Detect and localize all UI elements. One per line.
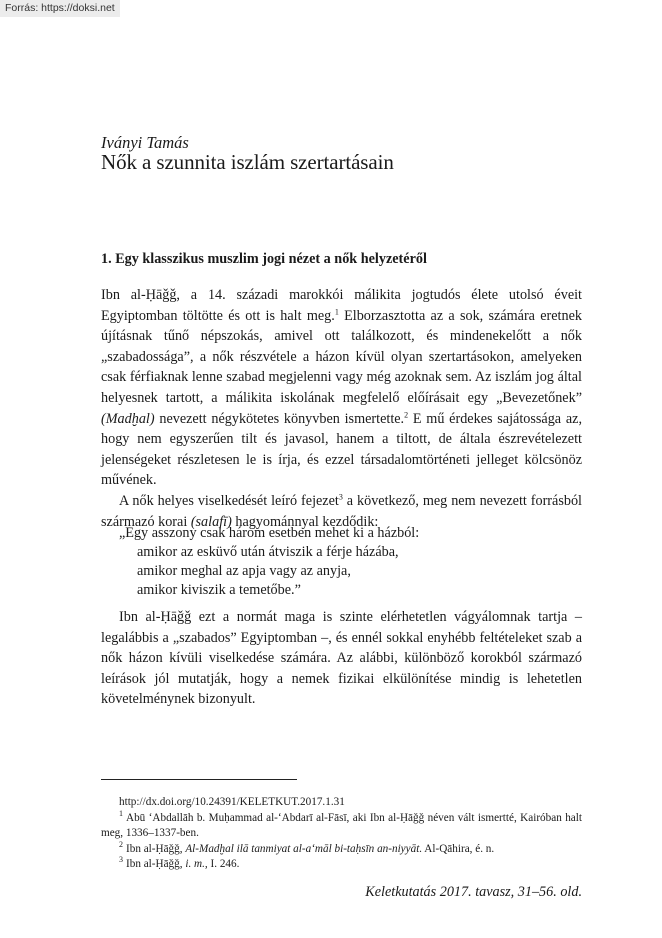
footnote-2: $^2$ Ibn al-Ḥāǧǧ, Al-Madḫal ilā tanmiyat al-aʻmāl bi-taḥsīn an-niyyāt. Al-Qāhira, é. n. <box>119 839 495 855</box>
quote-line: „Egy asszony csak három esetben mehet ki a házból: <box>119 525 420 541</box>
paragraph-1: Ibn al-Ḥāǧǧ, a 14. századi marokkói málikita jogtudós élete utolsó éveit Egyiptomban töltötte és ott is halt meg.$^1$ Elborzasztotta az a sok, számára eretnek újításnak tűnő népszokás, amivel ott találkozott, és mindenekelőtt a nők „szabadossága”, a nők részvétele a házon kívül olyan szertartásokon, amelyeken csak férfiaknak lenne szabad megjelenni vagy még azoknak sem. Az iszlám jog által helyesnek tartott, a málikita iskolának megfelelő előírásait egy „Bevezetőnek” (Madḫal) nevezett négykötetes könyvben ismertette.$^2$ E mű érdekes sajátossága az, hogy nem egyszerűen tilt és javasol, hanem a tiltott, de általa észrevételezett jelenségeket részletesen le is írja, és ezzel társadalomtörténeti jelleget kölcsönöz művének. <box>101 287 582 489</box>
source-label: Forrás: https://doksi.net <box>0 0 120 17</box>
doi-link[interactable]: http://dx.doi.org/10.24391/KELETKUT.2017.1.31 <box>119 796 345 808</box>
body-text-continued <box>101 607 582 710</box>
footnote-3: $^3$ Ibn al-Ḥāǧǧ, i. m., I. 246. <box>119 855 240 870</box>
quote-line: amikor meghal az apja vagy az anyja, <box>137 563 351 579</box>
footnotes <box>101 795 582 873</box>
footnote-1: $^1$ Abū ʻAbdallāh b. Muḥammad al-ʻAbdarī al-Fāsī, aki Ibn al-Ḥāǧǧ néven vált ismertté, Kairóban halt meg, 1336–1337-ben. <box>101 808 582 839</box>
journal-citation: Keletkutatás 2017. tavasz, 31–56. old. <box>365 884 582 900</box>
block-quote <box>119 524 419 600</box>
footnote-divider <box>101 779 297 780</box>
footnote-ref-3[interactable]: 3 <box>338 492 343 502</box>
body-text <box>101 285 582 532</box>
paragraph-2: A nők helyes viselkedését leíró fejezet$^3$ a következő, meg nem nevezett forrásból származó korai (salafī) hagyománnyal kezdődik: <box>101 492 582 530</box>
footnote-ref-1[interactable]: 1 <box>334 306 339 316</box>
paragraph-3: Ibn al-Ḥāǧǧ ezt a normát maga is szinte elérhetetlen vágyálomnak tartja – legalábbis a „szabados” Egyiptomban –, és ennél sokkal enyhébb feltételeket szab a nők házon kívüli viselkedése számára. Az alábbi, különböző korokból származó leírások jól mutatják, hogy a nemek fizikai elkülönítése mindig is lehetetlen követelménynek bizonyult. <box>101 609 582 708</box>
quote-line: amikor kiviszik a temetőbe.” <box>137 582 301 598</box>
footnote-ref-2[interactable]: 2 <box>404 409 409 419</box>
quote-line: amikor az esküvő után átviszik a férje házába, <box>137 544 399 560</box>
page-title: Nők a szunnita iszlám szertartásain <box>101 150 394 174</box>
author-name: Iványi Tamás <box>101 133 189 152</box>
section-heading: 1. Egy klasszikus muszlim jogi nézet a nők helyzetéről <box>101 251 427 267</box>
